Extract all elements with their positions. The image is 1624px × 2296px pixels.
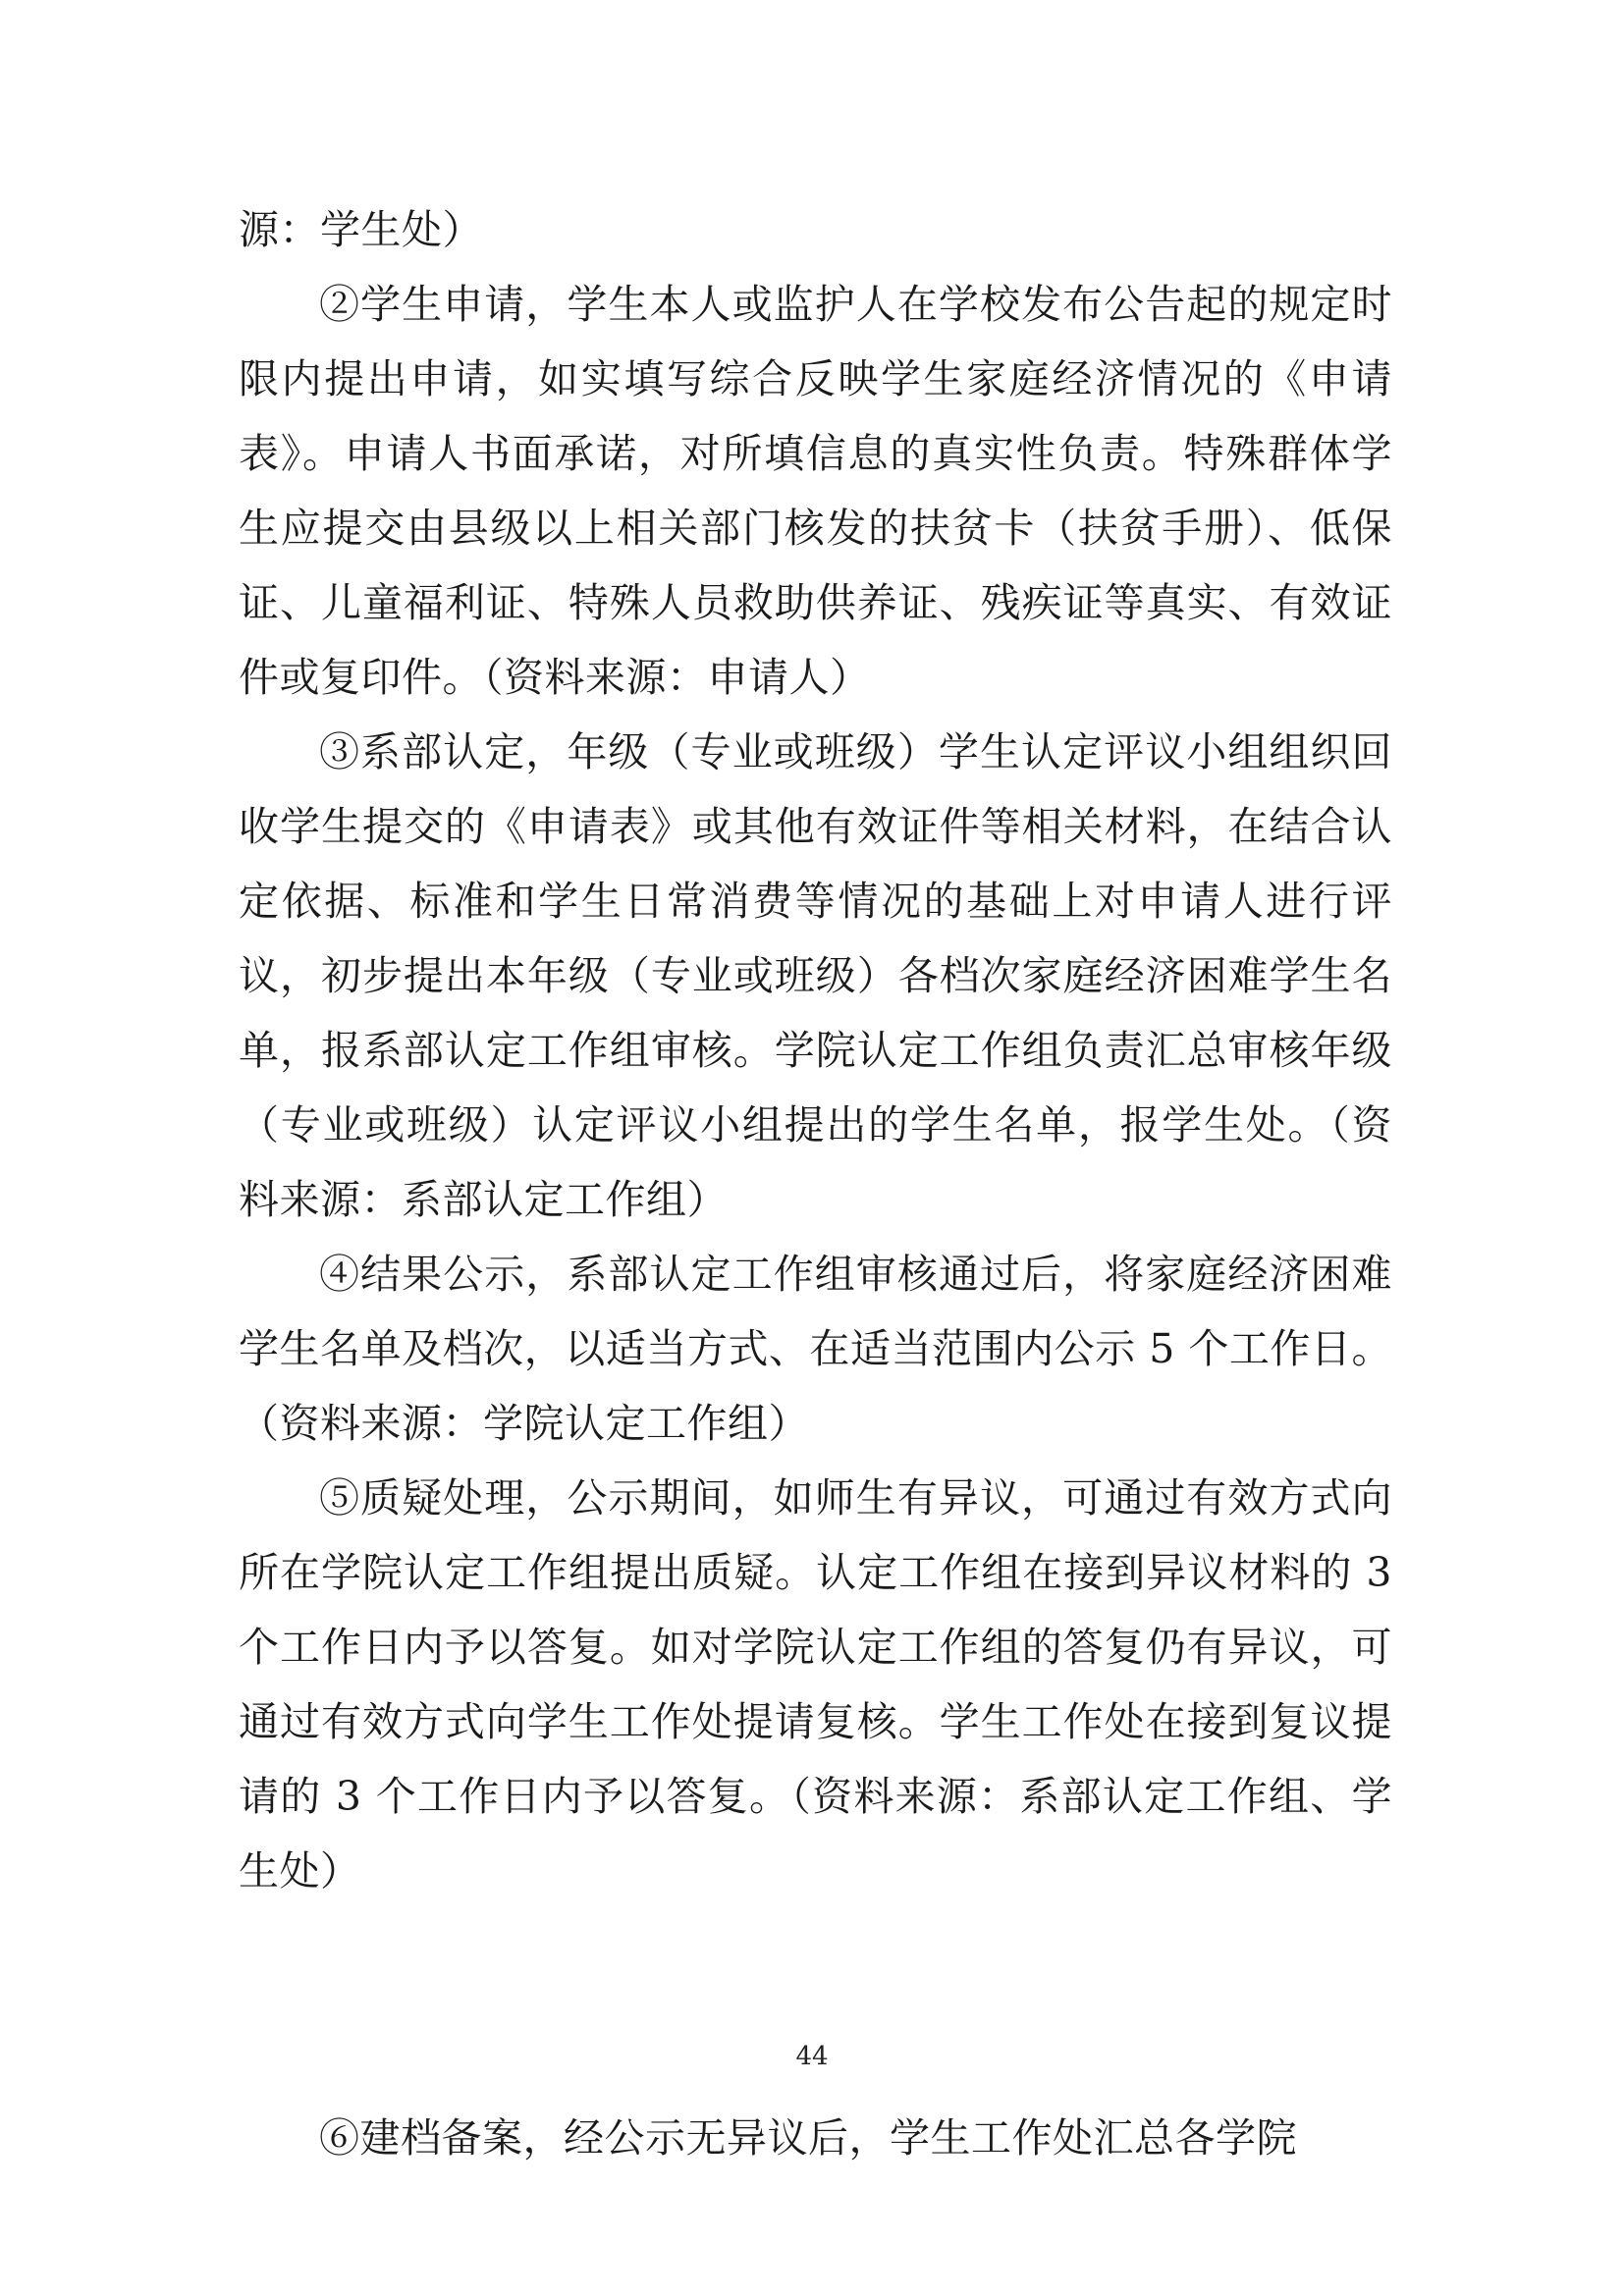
paragraph-item-3: ③系部认定，年级（专业或班级）学生认定评议小组组织回收学生提交的《申请表》或其他有效证件等相关材料，在结合认定依据、标准和学生日常消费等情况的基础上对申请人进行评议，初步提出本年级（专业或班级）各档次家庭经济困难学生名单，报系部认定工作组审核。学院认定工作组负责汇总审核年级（专业或班级）认定评议小组提出的学生名单，报学生处。（资料来源：系部认定工作组） [239, 728, 1392, 1223]
paragraph-item-4: ④结果公示，系部认定工作组审核通过后，将家庭经济困难学生名单及档次，以适当方式、在适当范围内公示 5 个工作日。（资料来源：学院认定工作组） [239, 1251, 1392, 1447]
paragraph-item-5: ⑤质疑处理，公示期间，如师生有异议，可通过有效方式向所在学院认定工作组提出质疑。认定工作组在接到异议材料的 3 个工作日内予以答复。如对学院认定工作组的答复仍有异议，可通过有效方式向学生工作处提请复核。学生工作处在接到复议提请的 3 个工作日内予以答复。（资料来源：系部认定工作组、学生处） [239, 1474, 1392, 1895]
paragraph-item-2: ②学生申请，学生本人或监护人在学校发布公告起的规定时限内提出申请，如实填写综合反映学生家庭经济情况的《申请表》。申请人书面承诺，对所填信息的真实性负责。特殊群体学生应提交由县级以上相关部门核发的扶贫卡（扶贫手册）、低保证、儿童福利证、特殊人员救助供养证、残疾证等真实、有效证件或复印件。（资料来源：申请人） [239, 281, 1392, 701]
paragraph-source-continuation: 源：学生处） [239, 206, 483, 253]
page-body-text [239, 192, 1392, 1908]
paragraph-item-6: ⑥建档备案，经公示无异议后，学生工作处汇总各学院 [319, 2114, 1297, 2162]
page-number: 44 [795, 2042, 829, 2071]
